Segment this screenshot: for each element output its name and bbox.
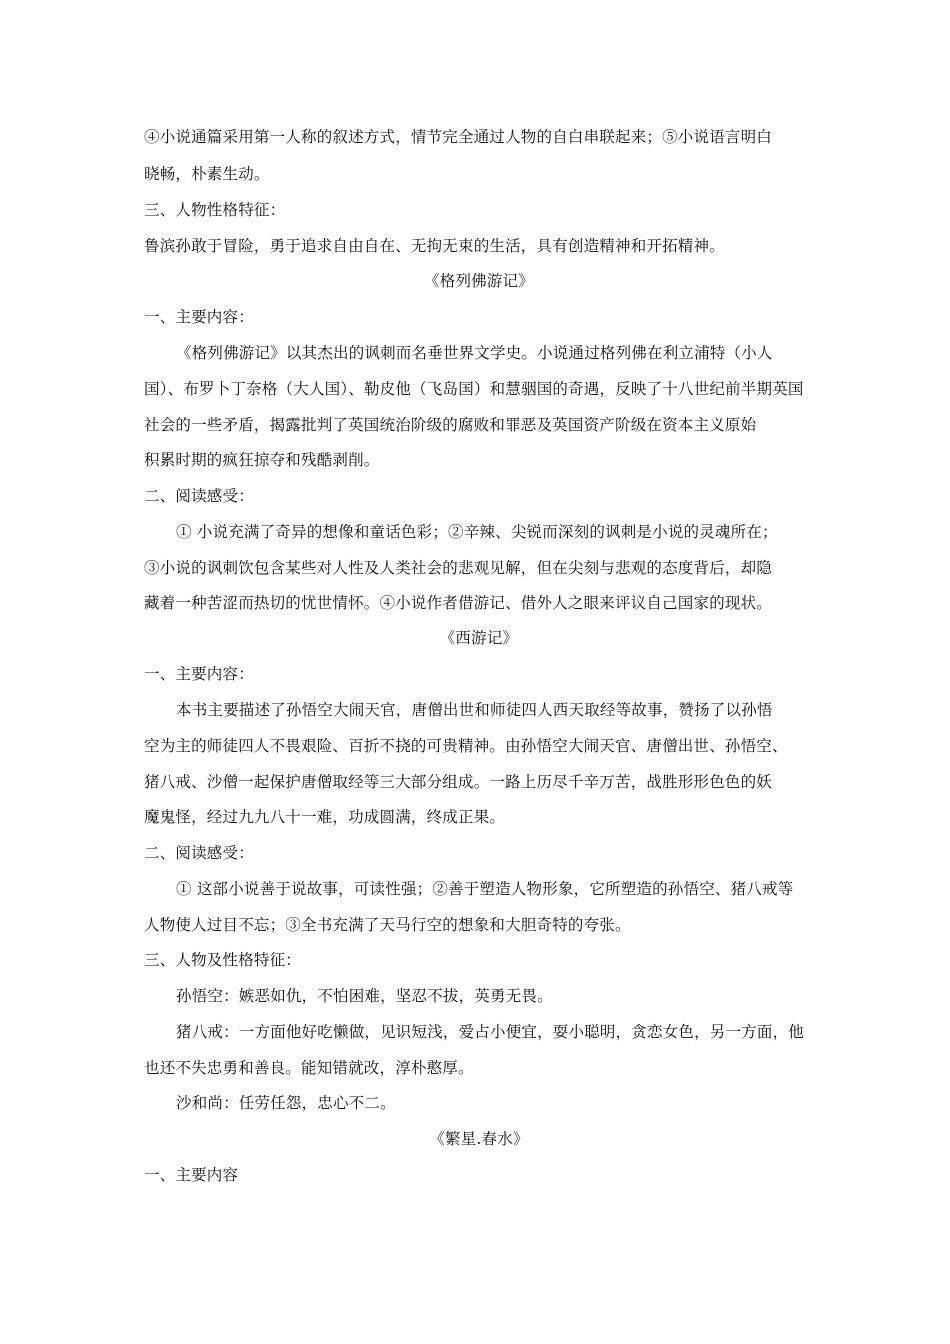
paragraph-line: 鲁滨孙敢于冒险，勇于追求自由自在、无拘无束的生活，具有创造精神和开拓精神。 [144,237,725,255]
section-heading: 一、主要内容： [144,308,254,326]
section-heading: 三、人物及性格特征： [144,951,302,969]
paragraph-line: 晓畅，朴素生动。 [144,165,270,183]
paragraph-line: ① 这部小说善于说故事，可读性强；②善于塑造人物形象，它所塑造的孙悟空、猪八戒等 [176,880,794,898]
section-heading: 一、主要内容： [144,665,254,683]
paragraph-line: 社会的一些矛盾，揭露批判了英国统治阶级的腐败和罪恶及英国资产阶级在资本主义原始 [144,416,757,434]
paragraph-line: 本书主要描述了孙悟空大闹天官，唐僧出世和师徒四人西天取经等故事，赞扬了以孙悟 [176,701,773,719]
paragraph-line: ③小说的讽刺饮包含某些对人性及人类社会的悲观见解，但在尖刻与悲观的态度背后，却隐 [144,559,773,577]
paragraph-line: 猪八戒、沙僧一起保护唐僧取经等三大部分组成。一路上历尽千辛万苦，战胜形形色色的妖 [144,773,773,791]
paragraph-line: 积累时期的疯狂掠夺和残酷剥削。 [144,451,380,469]
paragraph-line: 沙和尚：任劳任怨，忠心不二。 [176,1094,396,1112]
section-heading: 二、阅读感受： [144,487,254,505]
book-title: 《繁星.春水》 [429,1130,529,1148]
paragraph-line: 空为主的师徒四人不畏艰险、百折不挠的可贵精神。由孙悟空大闹天官、唐僧出世、孙悟空、 [144,737,788,755]
paragraph-line: ④小说通篇采用第一人称的叙述方式，情节完全通过人物的自白串联起来；⑤小说语言明白 [144,128,773,146]
paragraph-line: 孙悟空：嫉恶如仇，不怕困难，坚忍不拔，英勇无畏。 [176,987,553,1005]
paragraph-line: 人物使人过目不忘；③全书充满了天马行空的想象和大胆奇特的夸张。 [144,916,631,934]
paragraph-line: 猪八戒：一方面他好吃懒做，见识短浅，爱占小便宜，耍小聪明，贪恋女色，另一方面，他 [176,1023,805,1041]
paragraph-line: 《格列佛游记》以其杰出的讽刺而名垂世界文学史。小说通过格列佛在利立浦特（小人 [176,344,773,362]
section-heading: 一、主要内容 [144,1166,239,1184]
book-title: 《西游记》 [439,629,519,647]
section-heading: 二、阅读感受： [144,844,254,862]
book-title: 《格列佛游记》 [424,272,534,290]
paragraph-line: 藏着一种苦涩而热切的忧世情怀。④小说作者借游记、借外人之眼来评议自己国家的现状。 [144,594,773,612]
paragraph-line: ① 小说充满了奇异的想像和童话色彩；②辛辣、尖锐而深刻的讽刺是小说的灵魂所在； [176,523,778,541]
section-heading: 三、人物性格特征： [144,201,286,219]
paragraph-line: 魔鬼怪，经过九九八十一难，功成圆满，终成正果。 [144,808,506,826]
paragraph-line: 也还不失忠勇和善良。能知错就改，淳朴憨厚。 [144,1059,474,1077]
paragraph-line: 国）、布罗卜丁奈格（大人国）、勒皮他（飞岛国）和慧骃国的奇遇，反映了十八世纪前半期英国 [144,380,804,398]
